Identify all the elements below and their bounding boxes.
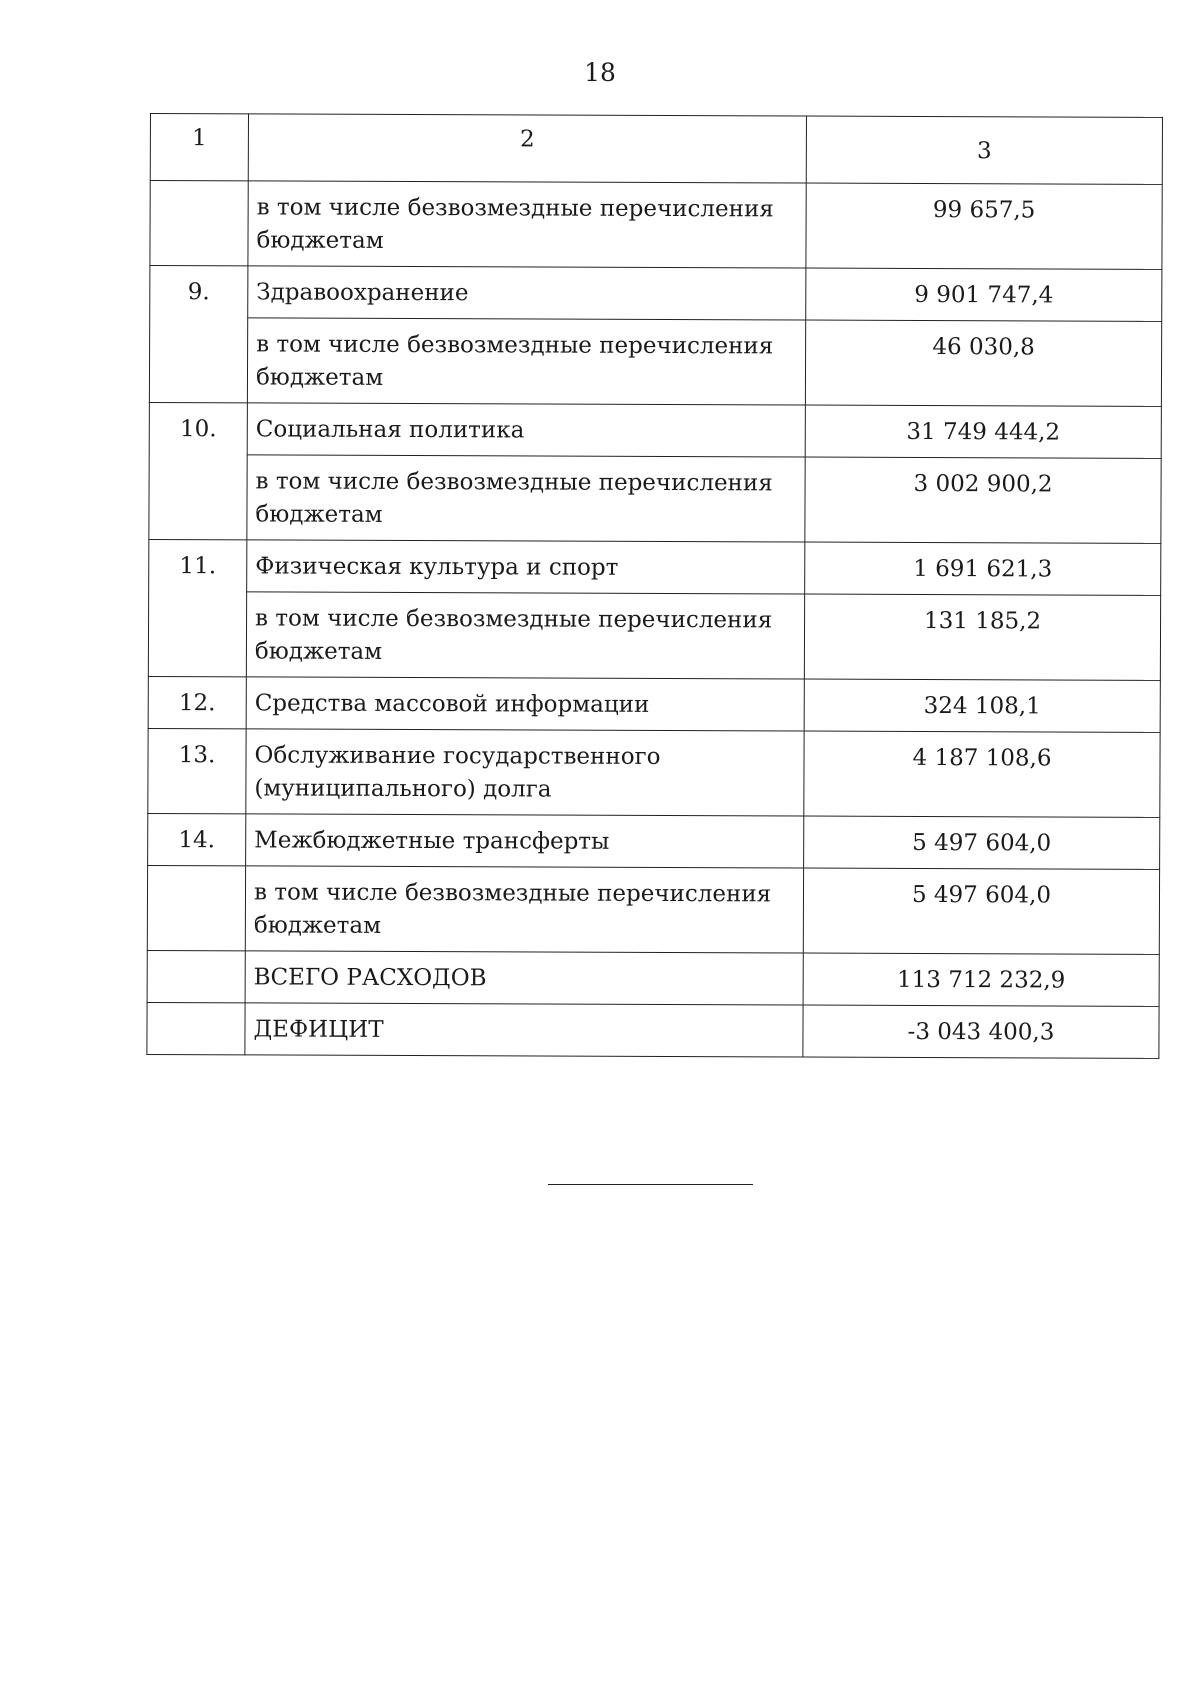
table-row — [148, 728, 1160, 817]
row-value: 31 749 444,2 — [805, 405, 1161, 458]
row-value: 4 187 108,6 — [804, 731, 1160, 817]
row-number: 11. — [148, 539, 247, 676]
total-expenses-row — [147, 950, 1159, 1006]
table-row — [149, 539, 1161, 595]
row-name: в том числе безвозмездные перечисления бюджетам — [247, 318, 805, 405]
table-header-row — [150, 114, 1162, 185]
row-name: Социальная политика — [247, 403, 805, 457]
row-number — [150, 181, 248, 266]
row-value: -3 043 400,3 — [803, 1005, 1159, 1058]
row-value: 46 030,8 — [805, 320, 1161, 406]
row-value: 1 691 621,3 — [805, 542, 1161, 595]
column-header-2: 2 — [248, 114, 806, 183]
column-header-3: 3 — [806, 116, 1162, 184]
row-number: 9. — [149, 266, 248, 403]
row-value: 9 901 747,4 — [806, 268, 1162, 321]
row-name: Физическая культура и спорт — [247, 540, 805, 594]
table-row — [150, 266, 1162, 322]
table-row — [148, 813, 1160, 869]
table-row — [149, 318, 1161, 407]
row-name: Обслуживание государственного (муниципального) долга — [246, 729, 804, 816]
row-number: 12. — [148, 676, 246, 728]
row-value: 5 497 604,0 — [803, 868, 1159, 954]
row-name: Здравоохранение — [248, 266, 806, 320]
row-value: 5 497 604,0 — [804, 816, 1160, 869]
table-row — [148, 591, 1160, 680]
row-number: 14. — [148, 813, 246, 865]
row-value: 113 712 232,9 — [803, 953, 1159, 1006]
row-name: в том числе безвозмездные перечисления бюджетам — [248, 181, 806, 268]
table-row — [149, 402, 1161, 458]
row-number: 13. — [148, 728, 246, 813]
row-value: 3 002 900,2 — [805, 457, 1161, 543]
end-separator-line — [548, 1184, 753, 1185]
deficit-row — [147, 1002, 1159, 1058]
row-name: Средства массовой информации — [246, 677, 804, 731]
budget-table — [146, 113, 1163, 1059]
row-number — [147, 1002, 245, 1054]
page-number: 18 — [584, 58, 616, 87]
column-header-1: 1 — [150, 114, 248, 181]
row-value: 324 108,1 — [804, 679, 1160, 732]
row-value: 99 657,5 — [806, 183, 1162, 269]
row-name: в том числе безвозмездные перечисления бюджетам — [247, 455, 805, 542]
row-number — [147, 950, 245, 1002]
row-value: 131 185,2 — [804, 594, 1160, 680]
row-name: Межбюджетные трансферты — [246, 814, 804, 868]
table-row — [150, 181, 1162, 270]
row-number: 10. — [149, 402, 248, 539]
row-number — [147, 865, 245, 950]
table-row — [148, 676, 1160, 732]
row-name: ВСЕГО РАСХОДОВ — [245, 951, 803, 1005]
table-row — [147, 865, 1159, 954]
row-name: в том числе безвозмездные перечисления бюджетам — [246, 592, 804, 679]
table-row — [149, 454, 1161, 543]
row-name: ДЕФИЦИТ — [245, 1003, 803, 1057]
row-name: в том числе безвозмездные перечисления бюджетам — [245, 866, 803, 953]
